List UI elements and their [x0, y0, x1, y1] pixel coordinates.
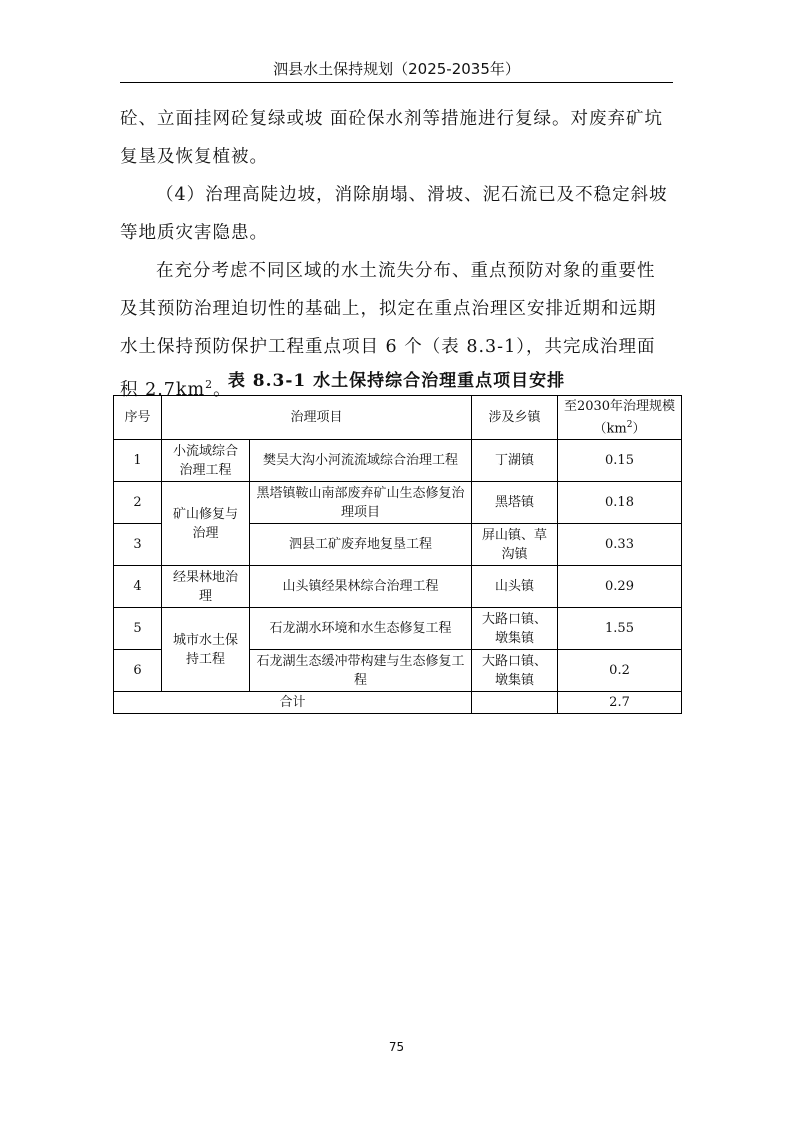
project-name: 山头镇经果林综合治理工程: [250, 566, 472, 608]
total-empty: [472, 692, 558, 714]
scale-cell: 1.55: [558, 608, 682, 650]
header-project: 治理项目: [162, 396, 472, 440]
header-scale-text: 至2030年治理规模（km: [563, 398, 676, 437]
header-scale-sup: 2: [626, 419, 633, 430]
project-name: 石龙湖生态缓冲带构建与生态修复工程: [250, 650, 472, 692]
scale-cell: 0.29: [558, 566, 682, 608]
row-no: 6: [114, 650, 162, 692]
table-row: [114, 608, 682, 650]
project-name: 黑塔镇鞍山南部废弃矿山生态修复治理项目: [250, 482, 472, 524]
row-no: 4: [114, 566, 162, 608]
town-cell: 大路口镇、墩集镇: [472, 650, 558, 692]
paragraph-3-text: 在充分考虑不同区域的水土流失分布、重点预防对象的重要性及其预防治理迫切性的基础上，拟定在重点治理区安排近期和远期水土保持预防保护工程重点项目 6 个（表 8.3-1），共完成治理面积 2.7km: [120, 261, 657, 400]
project-name: 樊吴大沟小河流流域综合治理工程: [250, 440, 472, 482]
town-cell: 山头镇: [472, 566, 558, 608]
town-cell: 黑塔镇: [472, 482, 558, 524]
total-label: 合计: [114, 692, 472, 714]
paragraph-3-end: 。: [213, 379, 232, 400]
scale-cell: 0.15: [558, 440, 682, 482]
group-cell: 经果林地治理: [162, 566, 250, 608]
header-scale: [558, 396, 682, 440]
scale-cell: 0.33: [558, 524, 682, 566]
row-no: 3: [114, 524, 162, 566]
superscript-2: 2: [205, 378, 214, 391]
town-cell: 屏山镇、草沟镇: [472, 524, 558, 566]
table-header-row: [114, 396, 682, 440]
group-cell: 小流域综合治理工程: [162, 440, 250, 482]
scale-cell: 0.18: [558, 482, 682, 524]
group-cell: 矿山修复与治理: [162, 482, 250, 566]
table-total-row: [114, 692, 682, 714]
page-number: 75: [388, 1040, 405, 1054]
paragraph-1: 砼、立面挂网砼复绿或坡 面砼保水剂等措施进行复绿。对废弃矿坑复垦及恢复植被。: [120, 109, 664, 167]
project-name: 泗县工矿废弃地复垦工程: [250, 524, 472, 566]
running-header: 泗县水土保持规划（2025-2035年）: [273, 60, 520, 78]
group-cell: 城市水土保持工程: [162, 608, 250, 692]
paragraph-2: （4）治理高陡边坡，消除崩塌、滑坡、泥石流已及不稳定斜坡等地质灾害隐患。: [120, 185, 668, 243]
key-projects-table: [113, 395, 682, 714]
scale-cell: 0.2: [558, 650, 682, 692]
table-row: [114, 440, 682, 482]
header-scale-end: ）: [632, 421, 646, 437]
total-value: 2.7: [558, 692, 682, 714]
row-no: 2: [114, 482, 162, 524]
town-cell: 大路口镇、墩集镇: [472, 608, 558, 650]
header-no: 序号: [114, 396, 162, 440]
project-name: 石龙湖水环境和水生态修复工程: [250, 608, 472, 650]
row-no: 5: [114, 608, 162, 650]
table-row: [114, 482, 682, 524]
table-row: [114, 566, 682, 608]
row-no: 1: [114, 440, 162, 482]
header-divider: [120, 82, 673, 83]
table-caption: 表 8.3-1 水土保持综合治理重点项目安排: [227, 371, 566, 391]
town-cell: 丁湖镇: [472, 440, 558, 482]
header-town: 涉及乡镇: [472, 396, 558, 440]
